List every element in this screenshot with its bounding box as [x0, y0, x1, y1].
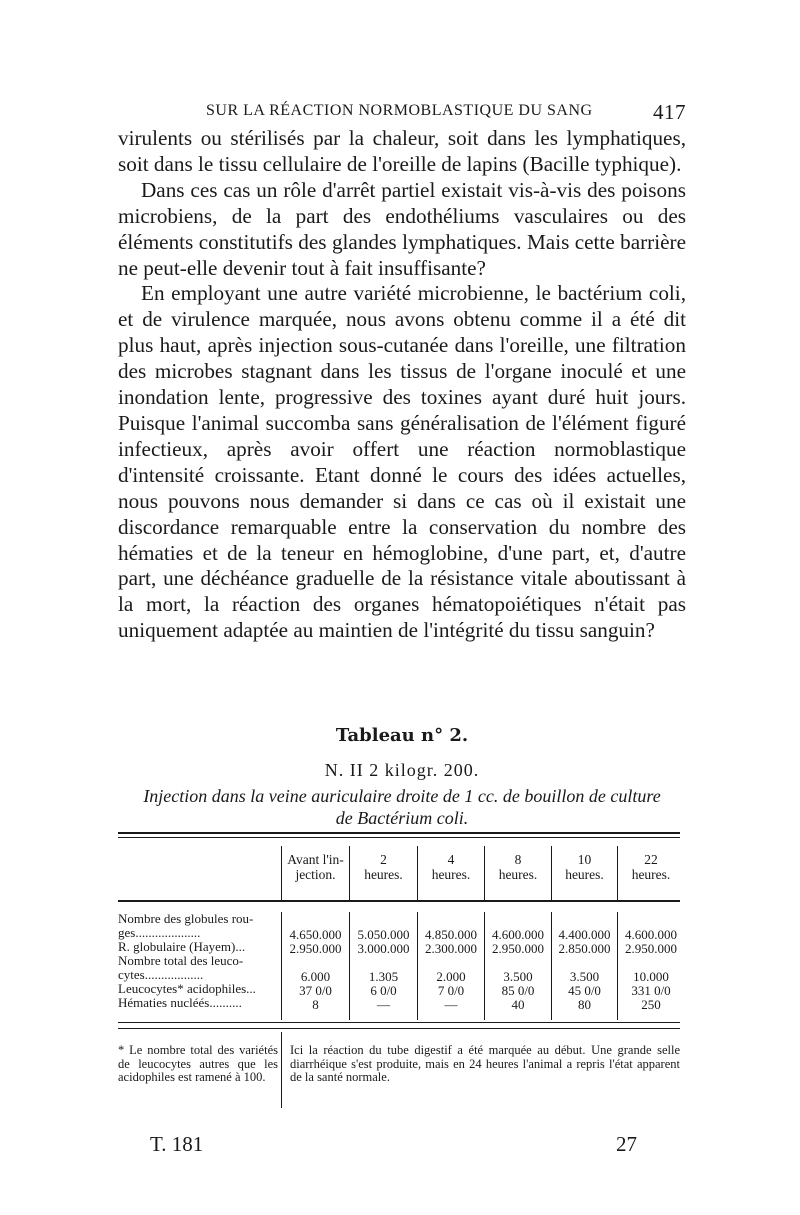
table-subtitle: N. II 2 kilogr. 200. [324, 760, 480, 780]
table-cell: 250 [641, 997, 661, 1012]
running-head-title: SUR LA RÉACTION NORMOBLASTIQUE DU SANG [206, 102, 593, 119]
table-cell: 8 [312, 997, 319, 1012]
table-caption-line-2: de Bactérium coli. [335, 808, 469, 828]
column-divider [281, 1032, 282, 1108]
table-cell: 4.600.000 [625, 927, 677, 942]
table-cell: 7 0/0 [437, 983, 465, 998]
table-cell: 3.500 [503, 969, 533, 984]
header-cell: Avant l'in- jection. [287, 852, 344, 882]
table-bottom-rule-thin [118, 1028, 680, 1029]
table-cell: 45 0/0 [568, 983, 601, 998]
table-cell: 40 [511, 997, 525, 1012]
table-cell: 1.305 [368, 969, 399, 984]
table-cell: 4.400.000 [558, 927, 611, 942]
table-cell: 6 0/0 [370, 983, 397, 998]
table-cell: 2.850.000 [558, 941, 611, 956]
table-note: Ici la réaction du tube digestif a été marquée au début. Une grande selle diarrhéique s'est produite, mais en 24 heures l'animal a repris l'état apparent de la santé normale. [290, 1043, 680, 1084]
table-cell: 3.500 [569, 969, 600, 984]
row-label: Nombre des globules rou- [118, 912, 254, 926]
paragraph-3: En employant une autre variété microbienne, le bactérium coli, et de virulence marquée, nous avons obtenu comme il a été dit plus haut, après injection sous-cutanée dans l'oreille, une filtration des microbes stagnant dans les tissus de l'organe inoculé et une inondation lente, progressive des toxines ayant duré huit jours. Puisque l'animal succomba sans généralisation de l'élément figuré infectieux, après avoir offert une réaction normoblastique d'intensité croissante. Etant donné le cours des idées actuelles, nous pouvons nous demander si dans ce cas où il existait une discordance remarquable entre la conservation du nombre des hématies et de la teneur en hémoglobine, d'une part, et, d'autre part, une déchéance graduelle de la résistance vitale aboutissant à la mort, la réaction des organes hématopoiétiques n'était pas uniquement adaptée au maintien de l'intégrité du tissu sanguin? [118, 281, 686, 643]
table-cell: — [377, 997, 390, 1012]
table-caption [118, 785, 686, 829]
header-cell: 2 heures. [364, 852, 403, 882]
table-cell: 2.950.000 [625, 941, 677, 956]
table-cell: 6.000 [300, 969, 331, 984]
body-text [118, 126, 686, 644]
table-cell: 37 0/0 [299, 983, 332, 998]
table-bottom-rule [118, 1022, 680, 1023]
table-top-rule [118, 832, 680, 834]
table-caption-line-1: Injection dans la veine auriculaire droite de 1 cc. de bouillon de culture [143, 786, 661, 806]
table-cell: 2.000 [436, 969, 466, 984]
paragraph-1: virulents ou stérilisés par la chaleur, soit dans les lymphatiques, soit dans le tissu cellulaire de l'oreille de lapins (Bacille typhique). [118, 126, 686, 176]
row-label: R. globulaire (Hayem)... [118, 940, 246, 954]
table-cell: 80 [578, 997, 591, 1012]
table-cell: 4.600.000 [492, 927, 544, 942]
header-cell: 4 heures. [431, 852, 471, 882]
table-top-rule-thin [118, 837, 680, 838]
table-cell: 2.300.000 [425, 941, 477, 956]
header-cell: 10 heures. [565, 852, 604, 882]
table-cell: 4.850.000 [425, 927, 477, 942]
row-label: Nombre total des leuco- [118, 954, 244, 968]
table-cell: 4.650.000 [289, 927, 342, 942]
table-cell: — [444, 997, 458, 1012]
table-cell: 2.950.000 [492, 941, 544, 956]
row-label: cytes.................. [118, 968, 204, 982]
table-cell: 2.950.000 [289, 941, 342, 956]
row-label: ges.................... [118, 926, 201, 940]
page-number: 417 [653, 100, 686, 124]
signature-left: T. 181 [150, 1132, 204, 1156]
table-cell: 10.000 [633, 969, 669, 984]
row-label: Leucocytes* acidophiles... [118, 982, 256, 996]
table-cell: 5.050.000 [357, 927, 410, 942]
header-cell: 22 heures. [631, 852, 671, 882]
table-cell: 331 0/0 [631, 983, 671, 998]
signature-right: 27 [616, 1132, 637, 1156]
table-header-rule [118, 900, 680, 902]
table-title: Tableau n° 2. [335, 725, 469, 746]
table-footnote: * Le nombre total des variétés de leucocytes autres que les acidophiles est ramené à 100. [118, 1043, 278, 1084]
paragraph-2: Dans ces cas un rôle d'arrêt partiel existait vis-à-vis des poisons microbiens, de la part des endothéliums vasculaires ou des éléments constitutifs des glandes lymphatiques. Mais cette barrière ne peut-elle devenir tout à fait insuffisante? [118, 177, 686, 280]
table-cell: 85 0/0 [501, 983, 535, 998]
table-cell: 3.000.000 [357, 941, 410, 956]
row-label: Hématies nucléés.......... [118, 996, 242, 1010]
header-cell: 8 heures. [498, 852, 538, 882]
